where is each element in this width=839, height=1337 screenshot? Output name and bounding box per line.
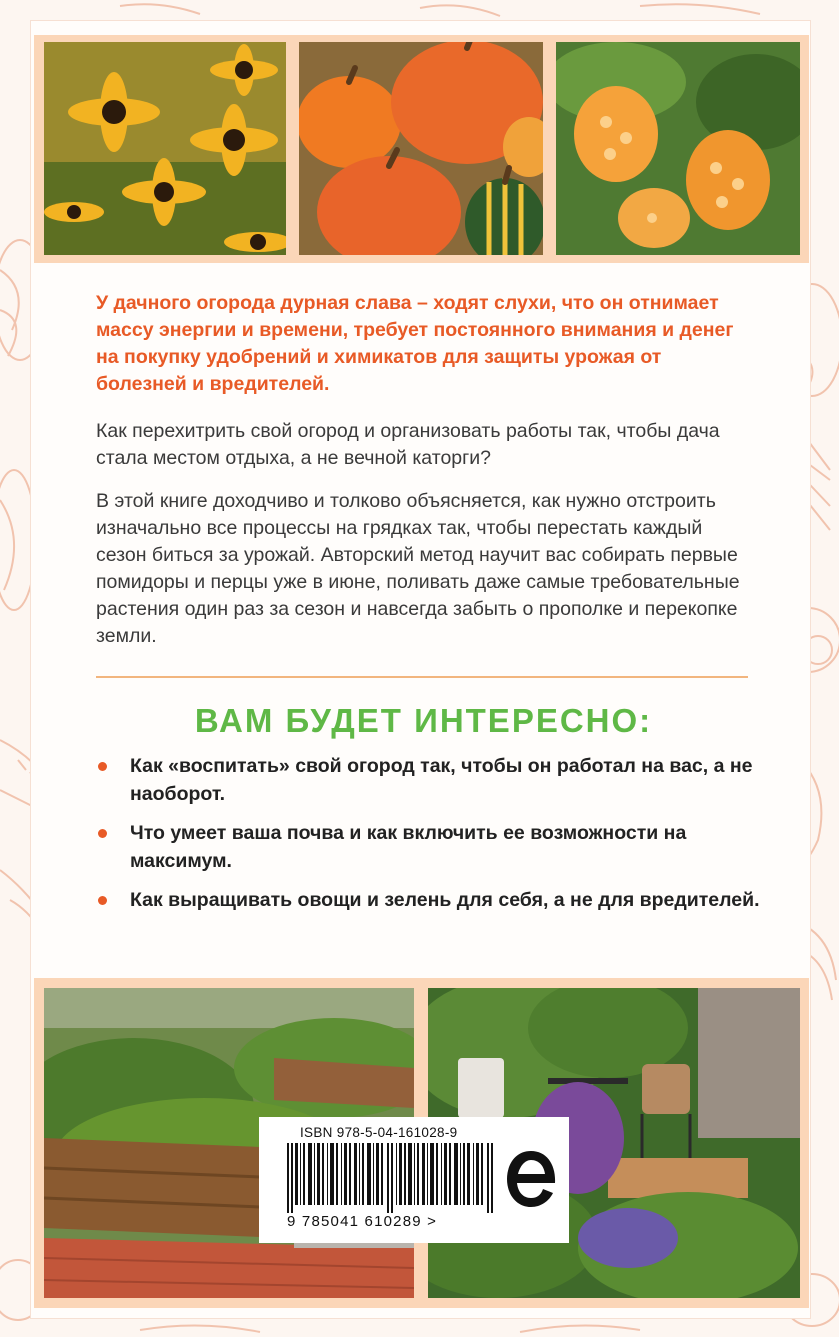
highlights-heading: ВАМ БУДЕТ ИНТЕРЕСНО:	[194, 702, 653, 739]
photo-rudbeckia	[44, 42, 286, 255]
eksmo-logo-icon	[503, 1145, 559, 1215]
highlights-list	[96, 752, 766, 925]
list-item-text: Как «воспитать» свой огород так, чтобы он работал на вас, а не наоборот.	[130, 755, 753, 805]
barcode-icon	[287, 1143, 499, 1213]
yellow-raspberries-icon	[556, 42, 800, 255]
barcode-label	[259, 1117, 569, 1243]
list-item	[96, 819, 766, 875]
section-divider	[96, 676, 748, 678]
question-paragraph: Как перехитрить свой огород и организовать работы так, чтобы дача стала местом отдыха, а не вечной каторги?	[96, 420, 720, 469]
yellow-rudbeckia-flowers-icon	[44, 42, 286, 255]
list-item-text: Что умеет ваша почва и как включить ее возможности на максимум.	[130, 822, 687, 872]
isbn-text: ISBN 978-5-04-161028-9	[300, 1125, 458, 1140]
list-item-text: Как выращивать овощи и зелень для себя, а не для вредителей.	[130, 889, 760, 911]
description-paragraph: В этой книге доходчиво и толково объясняется, как нужно отстроить изначально все процессы на грядках так, чтобы перестать каждый сезон биться за урожай. Авторский метод научит вас собирать первые помидоры и перцы уже в июне, поливать даже самые требовательные растения один раз за сезон и навсегда забыть о прополке и перекопке земли.	[96, 490, 740, 647]
photo-pumpkins	[299, 42, 543, 255]
photo-raspberries	[556, 42, 800, 255]
bullet-dot-icon	[98, 762, 107, 771]
barcode-digits: 9 785041 610289 >	[287, 1213, 438, 1230]
bullet-dot-icon	[98, 829, 107, 838]
orange-pumpkins-icon	[299, 42, 543, 255]
list-item	[96, 752, 766, 808]
bullet-dot-icon	[98, 896, 107, 905]
list-item	[96, 886, 766, 914]
lead-paragraph: У дачного огорода дурная слава – ходят слухи, что он отнимает массу энергии и времени, требует постоянного внимания и денег на покупку удобрений и химикатов для защиты урожая от болезней и вредителей.	[96, 292, 734, 395]
